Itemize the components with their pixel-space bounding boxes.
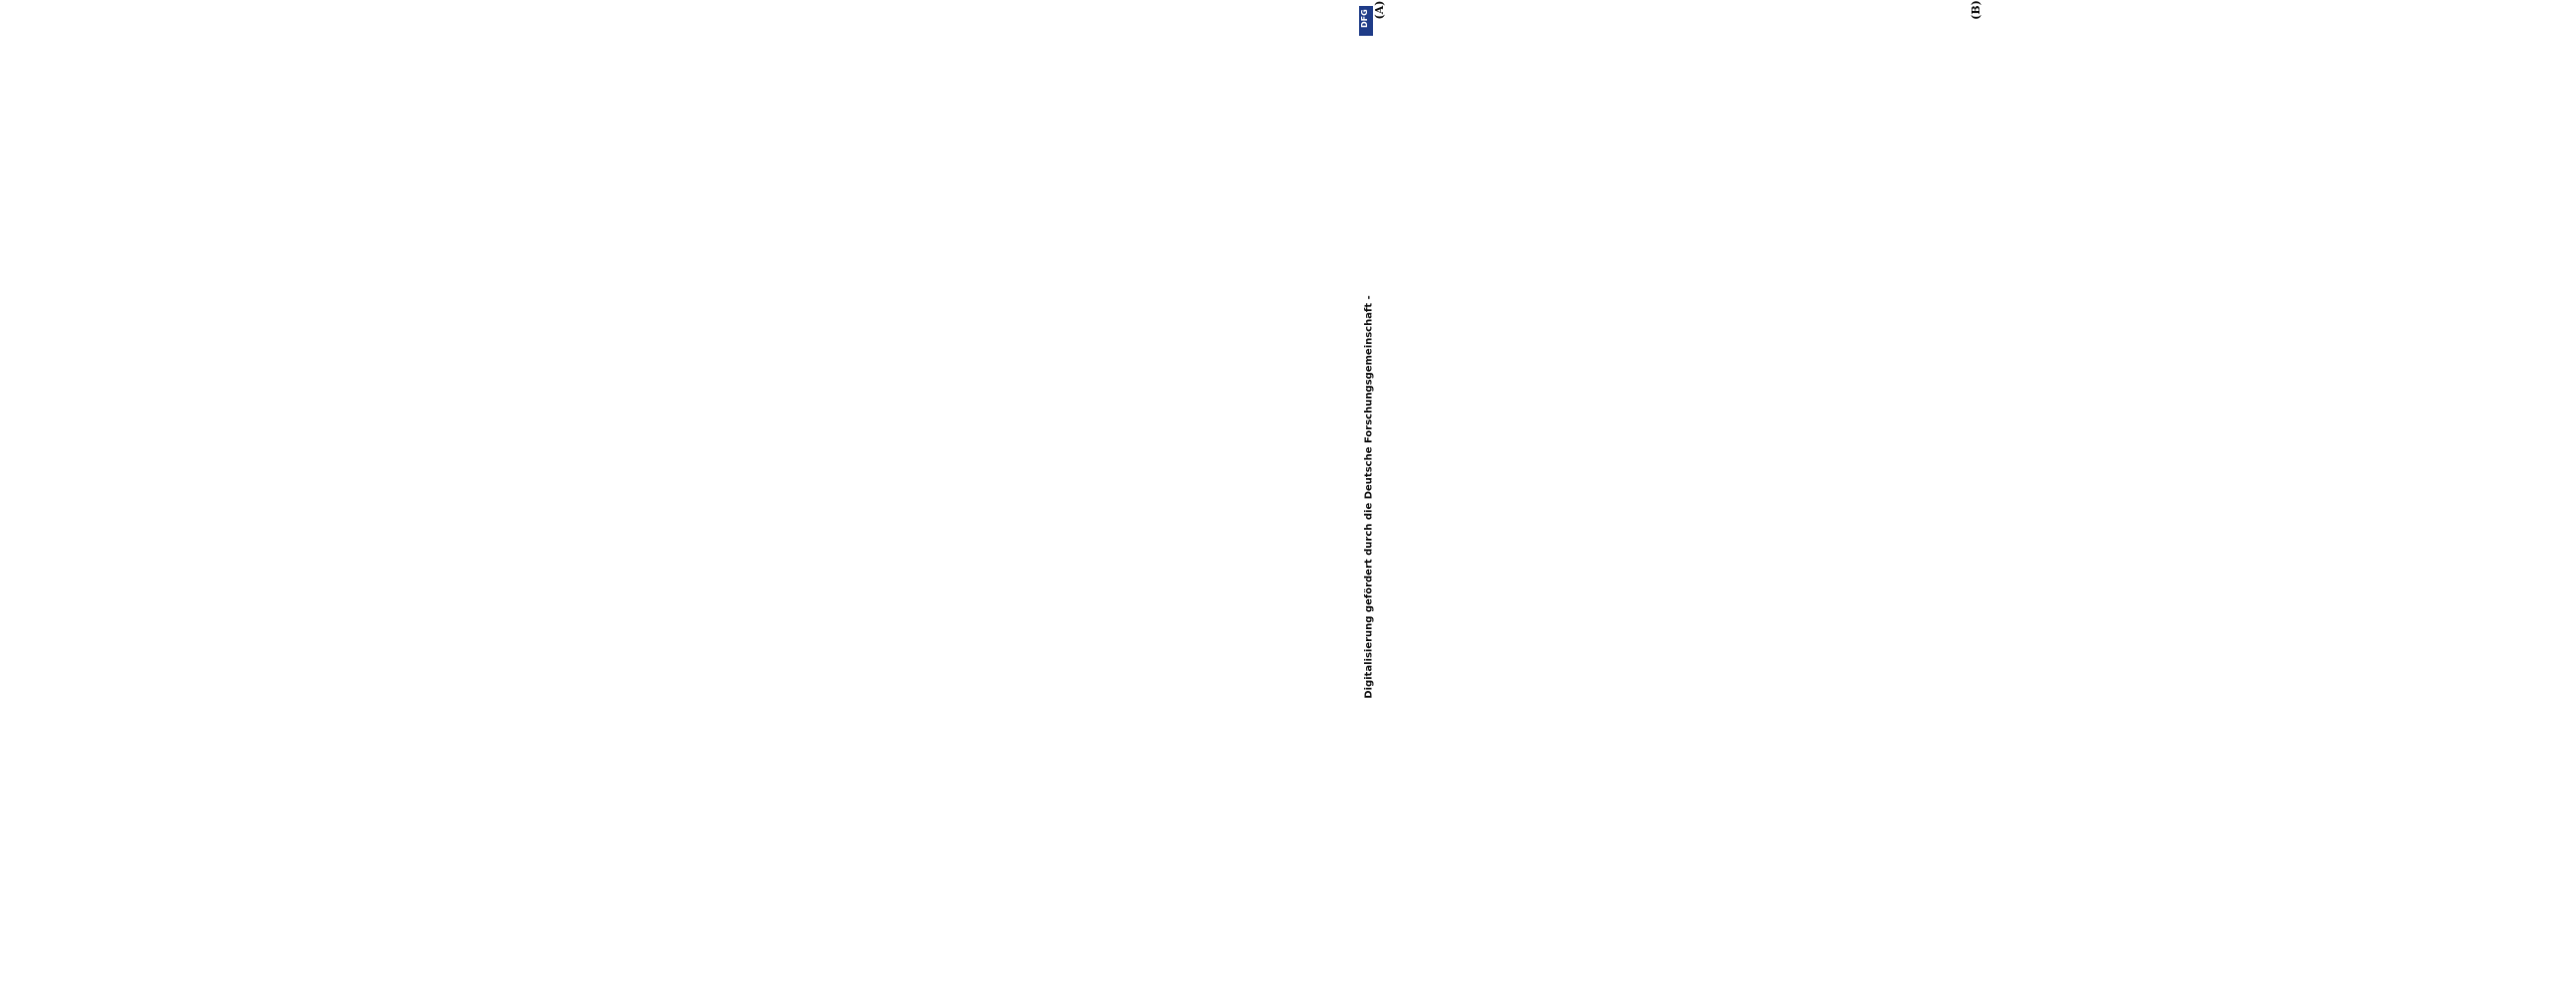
newspaper-page <box>1333 0 2576 25</box>
margin-marker-b: (B) <box>1970 0 1982 20</box>
header-date <box>1337 0 1355 25</box>
sheet-number <box>2538 0 2552 25</box>
margin-marker-a: (A) <box>1373 0 1386 20</box>
dfg-logo-text: DFG <box>1360 9 1369 28</box>
dfg-logo-icon <box>1359 6 1373 36</box>
page-header <box>1333 0 1359 25</box>
digitization-credit: Digitalisierung gefördert durch die Deutsche Forschungsgemeinschaft - <box>1363 295 1375 699</box>
